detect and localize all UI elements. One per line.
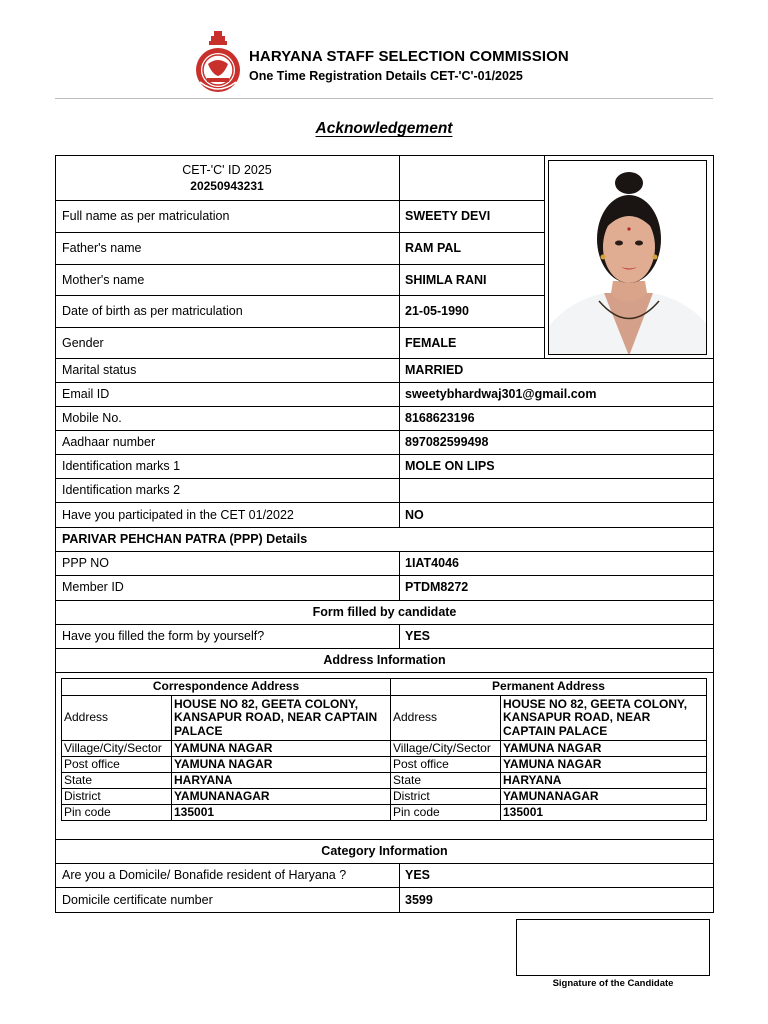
detail-label: Father's name: [62, 241, 142, 255]
form-filled-heading: Form filled by candidate: [312, 605, 457, 619]
address-label: District: [62, 789, 172, 805]
cet-id-value: 20250943231: [190, 179, 264, 193]
detail-label: Identification marks 1: [62, 459, 181, 473]
address-row: [62, 789, 707, 805]
acknowledgement-heading: [0, 120, 768, 138]
correspondence-value: HARYANA: [172, 773, 391, 789]
cet-id-cell: [56, 156, 398, 200]
table-rule: [55, 155, 714, 156]
address-label: Post office: [391, 757, 501, 773]
detail-value: SWEETY DEVI: [405, 209, 491, 223]
detail-label: Aadhaar number: [62, 435, 156, 449]
address-label: State: [391, 773, 501, 789]
detail-value: [400, 478, 713, 502]
correspondence-address-heading: Correspondence Address: [62, 679, 391, 696]
category-label: Domicile certificate number: [62, 892, 213, 907]
address-row: [62, 741, 707, 757]
table-rule: [55, 912, 714, 913]
address-row: [62, 696, 707, 741]
correspondence-value: YAMUNANAGAR: [172, 789, 391, 805]
address-label: State: [62, 773, 172, 789]
acknowledgement-title: Acknowledgement: [315, 120, 453, 137]
cet-id-label: CET-'C' ID 2025: [182, 163, 272, 177]
detail-value: SHIMLA RANI: [405, 272, 487, 287]
permanent-value: YAMUNANAGAR: [501, 789, 707, 805]
address-label: Pin code: [391, 805, 501, 821]
address-label: Address: [391, 696, 501, 741]
detail-value: 21-05-1990: [405, 304, 469, 318]
detail-value: MARRIED: [405, 363, 464, 377]
ppp-value: 1IAT4046: [405, 556, 459, 570]
page-header: [192, 30, 612, 94]
detail-value: MOLE ON LIPS: [405, 459, 495, 473]
address-row: [62, 773, 707, 789]
ppp-heading: PARIVAR PEHCHAN PATRA (PPP) Details: [62, 532, 308, 546]
address-table-header: [62, 679, 707, 696]
category-heading: Category Information: [321, 844, 448, 858]
detail-value: 8168623196: [405, 411, 475, 425]
address-label: Village/City/Sector: [62, 741, 172, 757]
category-value: YES: [405, 868, 431, 882]
page-title: HARYANA STAFF SELECTION COMMISSION: [249, 48, 569, 65]
permanent-value: YAMUNA NAGAR: [501, 741, 707, 757]
address-label: District: [391, 789, 501, 805]
haryana-emblem-icon: [192, 30, 244, 94]
address-row: [62, 805, 707, 821]
detail-label: Identification marks 2: [62, 483, 181, 497]
ppp-value: PTDM8272: [405, 580, 469, 594]
address-label: Address: [62, 696, 172, 741]
category-label: Are you a Domicile/ Bonafide resident of Haryana ?: [62, 868, 347, 882]
detail-label: Gender: [62, 335, 104, 350]
detail-label: Full name as per matriculation: [62, 209, 230, 223]
detail-label: Mother's name: [62, 272, 145, 287]
ppp-label: Member ID: [62, 580, 124, 594]
detail-value: 897082599498: [405, 435, 489, 449]
form-filled-label: Have you filled the form by yourself?: [62, 629, 265, 643]
detail-value: FEMALE: [405, 335, 457, 350]
detail-value: sweetybhardwaj301@gmail.com: [405, 387, 597, 401]
permanent-value: HOUSE NO 82, GEETA COLONY, KANSAPUR ROAD, NEAR CAPTAIN PALACE: [501, 696, 707, 741]
address-label: Village/City/Sector: [391, 741, 501, 757]
correspondence-value: 135001: [172, 805, 391, 821]
table-rule: [713, 155, 714, 913]
candidate-photo-image: [549, 161, 707, 355]
address-heading: Address Information: [323, 653, 446, 667]
candidate-photo: [548, 160, 707, 355]
detail-value: RAM PAL: [405, 241, 462, 255]
page-subtitle: One Time Registration Details CET-'C'-01/2025: [249, 69, 523, 83]
form-filled-value: YES: [405, 629, 431, 643]
ppp-label: PPP NO: [62, 556, 110, 570]
detail-label: Mobile No.: [62, 411, 122, 425]
detail-value: NO: [405, 507, 424, 522]
header-divider: [55, 98, 713, 99]
signature-label: Signature of the Candidate: [552, 978, 674, 989]
permanent-value: HARYANA: [501, 773, 707, 789]
detail-label: Have you participated in the CET 01/2022: [62, 507, 294, 522]
address-label: Pin code: [62, 805, 172, 821]
detail-label: Date of birth as per matriculation: [62, 304, 243, 318]
permanent-address-heading: Permanent Address: [391, 679, 707, 696]
detail-label: Marital status: [62, 363, 137, 377]
signature-box: [516, 919, 710, 976]
permanent-value: YAMUNA NAGAR: [501, 757, 707, 773]
permanent-value: 135001: [501, 805, 707, 821]
correspondence-value: HOUSE NO 82, GEETA COLONY, KANSAPUR ROAD, NEAR CAPTAIN PALACE: [172, 696, 391, 741]
table-rule: [55, 672, 714, 673]
category-value: 3599: [405, 892, 433, 907]
address-label: Post office: [62, 757, 172, 773]
correspondence-value: YAMUNA NAGAR: [172, 757, 391, 773]
address-row: [62, 757, 707, 773]
address-table: [61, 678, 707, 821]
detail-label: Email ID: [62, 387, 110, 401]
correspondence-value: YAMUNA NAGAR: [172, 741, 391, 757]
